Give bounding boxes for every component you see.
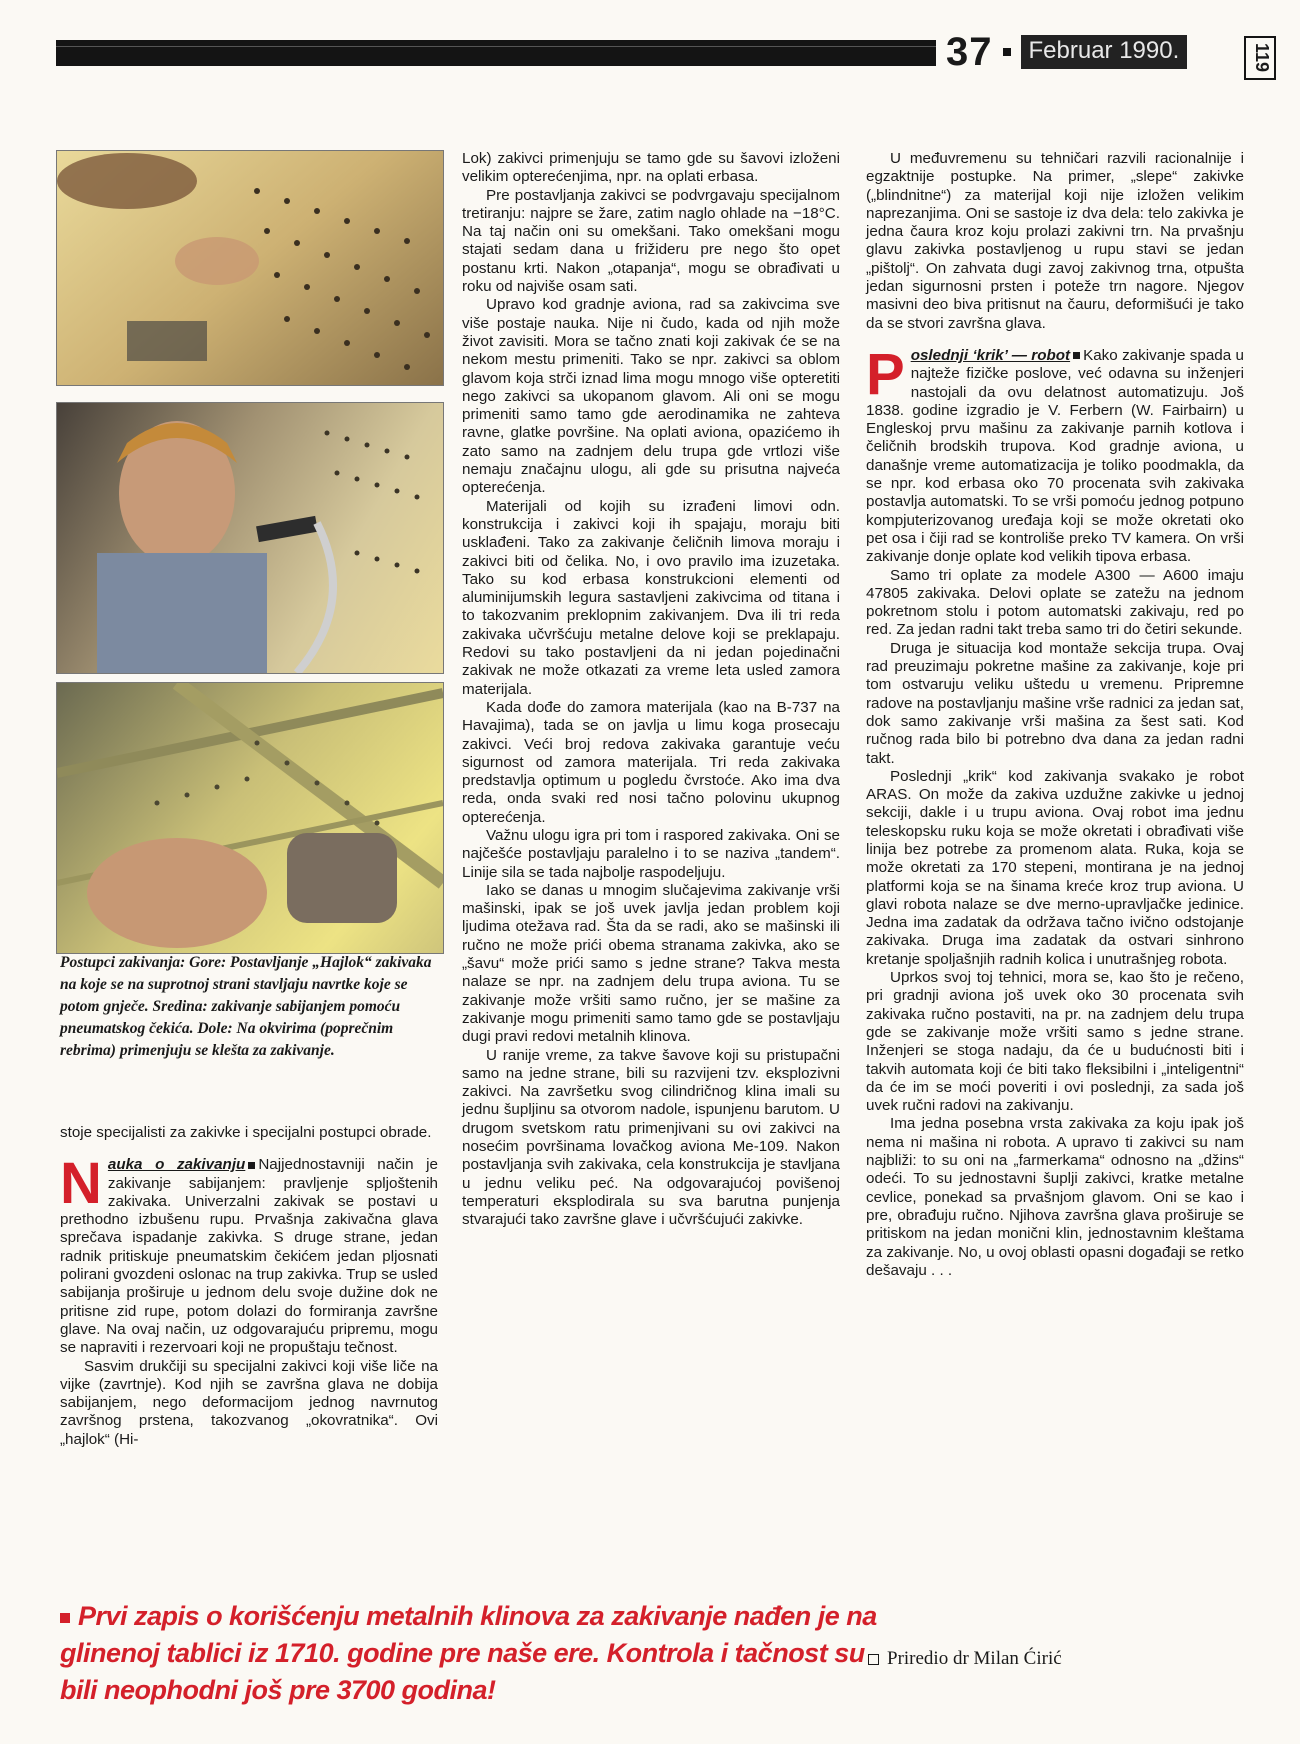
- section-nauka-o-zakivanju: [60, 1151, 438, 1357]
- page-header: [946, 30, 1187, 74]
- section-lead-paragraph: [60, 1151, 438, 1357]
- paragraph: Pre postavljanja zakivci se podvrgavaju specijalnom tretiranju: najpre se žare, zatim naglo ohlade na −18°C. Na taj način oni su omekšani. Tako omekšani mogu stajati sedam dana u frižideru pre nego što opet postanu krti. Nakon „otapanja“, mogu se obrađivati u roku od najviše osam sati.: [462, 186, 840, 296]
- pull-quote: [60, 1598, 880, 1709]
- bullet-square-icon: [60, 1613, 70, 1623]
- paragraph: Upravo kod gradnje aviona, rad sa zakivcima sve više postaje nauka. Nije ni čudo, kada od njih može život zavisiti. Mora se tačno znati koji zakivak će se na nekom mestu primeniti. Tako se npr. zakivci sa oblom glavom koja strči iznad lima mogu mnogo više opteretiti nego zakivci sa ukopanom glavom. Ali oni se mogu primeniti samo tamo gde aerodinamika ne zahteva ravne, glatke površine. Na oplati aviona, opazićemo ih zato samo na zadnjem delu trupa gde vrtlozi više nemaju značajnu ulogu, ali gde su prisutna najveća opterećenja.: [462, 296, 840, 497]
- article-column-2: [462, 150, 840, 1230]
- byline-text: Priredio dr Milan Ćirić: [887, 1648, 1062, 1669]
- paragraph: Sasvim drukčiji su specijalni zakivci koji više liče na vijke (zavrtnje). Kod njih se završna glava ne dobija sabijanjem, nego deformacijom jednog navrnutog završnog prstena, takozvanog „okovratnika“. Ovi „hajlok“ (Hi-: [60, 1357, 438, 1448]
- paragraph: Važnu ulogu igra pri tom i raspored zakivaka. Oni se najčešće postavljaju paralelno i to se naziva „tandem“. Linije sila se tada najbolje raspodeljuju.: [462, 826, 840, 881]
- issue-date: Februar 1990.: [1021, 35, 1188, 69]
- riveted-panel-photo-top: [56, 150, 444, 386]
- paragraph: stoje specijalisti za zakivke i specijalni postupci obrade.: [60, 1124, 432, 1141]
- paragraph: Ima jedna posebna vrsta zakivaka za koju ipak još nema ni mašina ni robota. A upravo ti zakivci su nam najbliži: to su oni na „farmerkama“ odnosno na „džins“ odeći. To su jednostavni šuplji zakivci, kratke metalne cevlice, ponekad sa prvašnjom glavom. Oni se kao i pre, obrađuju ručno. Njihova završna glava proširuje se pritiskom na jedan monični klin, jednostavnim kleštama za zakivanje. No, u ovoj oblasti opasni događaji se retko dešavaju . . .: [866, 1115, 1244, 1279]
- article-column-3: [866, 150, 1244, 1280]
- paragraph: Poslednji „krik“ kod zakivanja svakako je robot ARAS. On može da zakiva uzdužne zakivke u jednoj sekciji, dakle i u trupu aviona. Ovaj robot ima jednu teleskopsku ruku koja se može okretati i obrađivati više linija bez potrebe za promenom alata. Ruka, koja se može okretati za 170 stepeni, montirana je na jednoj platformi koja se na šinama kreće kroz trup aviona. U glavi robota nalaze se dve merno-upravljačke jedinice. Jedna ima zadatak da održava tačno ivično odstojanje zakivaka. Druga ima zadatak da ostvari sinhrono kretanje spoljašnjih radnih kolica i unutrašnjeg robota.: [866, 767, 1244, 968]
- paragraph: Iako se danas u mnogim slučajevima zakivanje vrši mašinski, ipak se još uvek javlja jedan problem koji ljudima otežava rad. Šta da se radi, ako se mašinski ili ručno ne može prići obema stranama zakivka, ako se „šavu“ može prići samo s jedne strane? Takva mesta nalaze se npr. na zadnjem delu trupa aviona. Tu se zakivanje može vršiti samo ručno, jer se mašine za zakivanje mogu primeniti samo tamo gde se postavljaju dugi pravi redovi metalnih klinova.: [462, 881, 840, 1046]
- pneumatic-riveting-photo-middle: [56, 402, 444, 674]
- magazine-tag: 119: [1244, 36, 1276, 80]
- section-lead-text: Najjednostavniji način je zakivanje sabijanjem: pravljenje spljoštenih zakivaka. Univerzalni zakivak se postavi u prethodno izbušenu rupu. Prvašnja zakivačna glava sprečava ispadanje zakivka. S druge strane, jedan radnik pritiskuje pneumatskim čekićem jedan pljosnati polirani gvozdeni oslonac na trup zakivka. Trup se usled sabijanja proširuje u jednom delu svoje dužine dok ne pritisne zid rupe, potom dolazi do formiranja završne glave. Na ovaj način, uz odgovarajuću pripremu, mogu se napraviti i rezervoari koji ne propuštaju tečnost.: [60, 1156, 438, 1357]
- paragraph: Samo tri oplate za modele A300 — A600 imaju 47805 zakivaka. Delovi oplate se zatežu na jednom pokretnom stolu i potom automatski zakivaju, red po red. Za jedan radni takt treba samo tri do četiri sekunde.: [866, 566, 1244, 639]
- paragraph: Materijali od kojih su izrađeni limovi odn. konstrukcija i zakivci koji ih spajaju, moraju biti usklađeni. Tako za zakivanje čeličnih limova moraju i zakivci biti od čelika. No, i ovo pravilo ima izuzetaka. Tako su kod erbasa konstrukcioni elementi od aluminijumskih legura sastavljeni zakivcima od titana i to takozvanim preklopnim zakivanjem. Dva ili tri reda zakivaka učvršćuju metalne delove koji se preklapaju. Redovi su tako postavljeni da ni jedan pojedinačni zakivak ne može otkazati za vreme leta usled zamora materijala.: [462, 497, 840, 698]
- article-column-1: [60, 1124, 438, 1449]
- byline: [868, 1648, 1062, 1670]
- drop-cap: N: [60, 1151, 102, 1217]
- paragraph: Druga je situacija kod montaže sekcija trupa. Ovaj rad preuzimaju pokretne mašine za zakivanje, koje pri tom ostvaruju veliku uštedu u vremenu. Pripremne radove na postavljanju mašine vrše radnici za jedan sat, dok samo zakivanje vrši mašina za šest sati. Kod ručnog rada bilo bi potrebno dva dana za jedan radni takt.: [866, 639, 1244, 767]
- paragraph: U međuvremenu su tehničari razvili racionalnije i egzaktnije postupke. Na primer, „slepe“ zakivke („blindnitne“) za materijal koji nije izložen velikim naprezanjima. Oni se sastoje iz dva dela: telo zakivka je jedna čaura kroz koju prolazi zakivni trn. Na prvašnju glavu zakivka postavljenog u rupu stavi se jedan „pištolj“. On zahvata dugi zavoj zakivnog trna, otpušta jedan sigurnosni prsten i poteže trn nagore. Njegov masivni deo biva pritisnut na čauru, deformišući je tako da se stvori završna glava.: [866, 150, 1244, 332]
- section-lead-text: Kako zakivanje spada u najteže fizičke poslove, već odavna su inženjeri nastojali da ovu delatnost automatizuju. Još 1838. godine izgradio je V. Ferbern (W. Fairbairn) u Engleskoj prvu mašinu za zakivanje parnih kotlova i čeličnih brodskih trupova. Kod gradnje aviona, u današnje vreme automatizacija je toliko poodmakla, da se npr. kod erbasa oko 70 procenata svih zakivaka postavlja automatski. To se vrši pomoću jednog potpuno kompjuterizovanog uređaja koji se može okretati oko pet osa i čiji rad se kontroliše preko TV kamera. On vrši zakivanje donje oplate kod velikih tipova erbasa.: [866, 346, 1244, 566]
- section-heading: oslednji ‘krik’ — robot: [910, 346, 1071, 364]
- bullet-square-icon: [248, 1162, 255, 1169]
- section-lead-paragraph: [866, 341, 1244, 567]
- photo-caption: Postupci zakivanja: Gore: Postavljanje „Hajlok“ zakivaka na koje se na suprotnoj strani stavljaju navrtke koje se potom gnječe. Sredina: zakivanje sabijanjem pomoću pneumatskog čekića. Dole: Na okvirima (poprečnim rebrima) primenjuju se klešta za zakivanje.: [60, 954, 432, 1059]
- open-square-icon: [868, 1654, 879, 1665]
- separator-square-icon: [1003, 48, 1011, 56]
- paragraph: U ranije vreme, za takve šavove koji su pristupačni samo na jedne strane, bili su razvijeni tzv. eksplozivni zakivci. Na završetku svog cilindričnog klina imali su jednu šupljinu sa otvorom nadole, ispunjenu barutom. U drugom svetskom ratu primenjivani su ovi zakivci na nosećim površinama lovačkog aviona Me-109. Nakon postavljanja svih zakivaka, cela konstrukcija je stavljana u jednu veliku peć. Na odgovarajućoj povišenoj temperaturi eksplodirala su sva barutna punjenja stvarajući tako završne glave i učvršćujući zakivke.: [462, 1046, 840, 1229]
- paragraph: Kada dođe do zamora materijala (kao na B-737 na Havajima), tada se on javlja u limu koga prosecaju zakivci. Veći broj redova zakivaka garantuje veću sigurnost od zamora materijala. Tri reda zakivaka predstavlja optimum u pogledu čvrstoće. Ako ima dva reda, onda svaki red nosi tačno polovinu ukupnog opterećenja.: [462, 698, 840, 826]
- paragraph: Lok) zakivci primenjuju se tamo gde su šavovi izloženi velikim opterećenjima, npr. na oplati erbasa.: [462, 150, 840, 186]
- section-heading: auka o zakivanju: [107, 1156, 246, 1174]
- header-rule: [56, 40, 936, 66]
- bullet-square-icon: [1073, 352, 1080, 359]
- pliers-riveting-photo-bottom: [56, 682, 444, 954]
- page-number: 37: [946, 29, 993, 74]
- paragraph: Uprkos svoj toj tehnici, mora se, kao što je rečeno, pri gradnji aviona još uvek oko 30 procenata svih zakivaka ručno postaviti, na pr. na zadnjem delu trupa gde se zakivanje može vršiti samo s jedne strane. Inženjeri se stoga nadaju, da će u budućnosti biti i takvih automata koji će biti tako fleksibilni i „inteligentni“ da će im se moći poveriti i ovi poslednji, za sada još uvek ručni radovi na zakivanju.: [866, 969, 1244, 1115]
- drop-cap: P: [866, 341, 905, 407]
- pull-quote-text: Prvi zapis o korišćenju metalnih klinova za zakivanje nađen je na glinenoj tablici iz 1710. godine pre naše ere. Kontrola i tačnost su bili neophodni još pre 3700 godina!: [60, 1601, 877, 1705]
- section-poslednji-krik: [866, 341, 1244, 567]
